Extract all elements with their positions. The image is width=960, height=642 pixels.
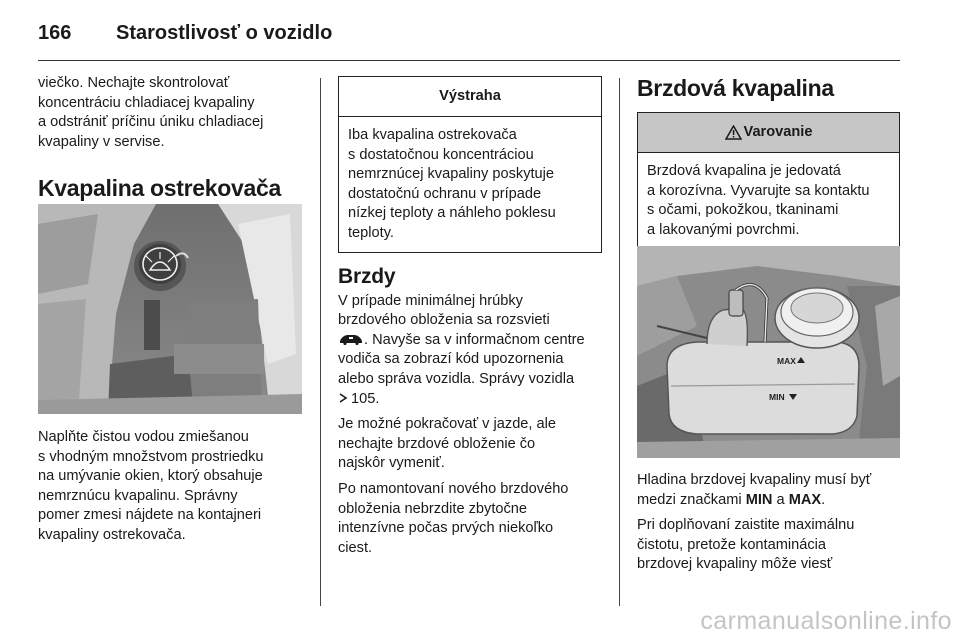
column-3 [637, 74, 900, 249]
text-line: . Navyše sa v informačnom centre [338, 331, 602, 351]
text-line: najskôr vymeniť. [338, 455, 445, 472]
text-line: Pri doplňovaní zaistite maximálnu [637, 517, 855, 534]
text-line: brzdového obloženia sa rozsvieti [338, 312, 550, 329]
page-number: 166 [38, 21, 72, 44]
brake-fluid-text [637, 471, 900, 575]
min-label: MIN [745, 491, 773, 508]
text-line: čistotu, pretože kontaminácia [637, 536, 827, 553]
text-line: a lakovanými povrchmi. [647, 221, 800, 238]
text-line: obloženia nebrzdite zbytočne [338, 500, 528, 517]
min-mark-label: MIN [769, 392, 785, 402]
text-line: teploty. [348, 224, 394, 241]
text-line: a korozívna. Vyvarujte sa kontaktu [647, 182, 870, 199]
danger-box [637, 112, 900, 249]
intro-text [38, 74, 304, 152]
section-title: Starostlivosť o vozidlo [116, 21, 333, 44]
brake-pad-warning-icon [338, 333, 364, 345]
warning-triangle-icon [725, 125, 742, 140]
text-line: Po namontovaní nového brzdového [338, 480, 569, 497]
text-line: nechajte brzdové obloženie čo [338, 435, 536, 452]
column-1 [38, 74, 304, 202]
text-line: Brzdová kvapalina je jedovatá [647, 163, 841, 179]
text-line: kvapaliny v servise. [38, 133, 165, 150]
text-line [338, 390, 602, 410]
text-line: Hladina brzdovej kvapaliny musí byť [637, 472, 872, 488]
text-line: alebo správa vozidla. Správy vozidla [338, 370, 575, 387]
text-line: V prípade minimálnej hrúbky [338, 292, 523, 309]
brakes-para-2 [338, 415, 602, 474]
heading-brakes: Brzdy [338, 264, 396, 288]
text-line: Naplňte čistou vodou zmiešanou [38, 429, 249, 445]
text-line: Je možné pokračovať v jazde, ale [338, 416, 557, 433]
heading-washer-fluid: Kvapalina ostrekovača [38, 175, 281, 202]
page-reference-link[interactable]: 105. [351, 390, 380, 407]
text-line: s vhodným množstvom prostriedku [38, 448, 264, 465]
text-line: medzi značkami MIN a MAX. [637, 491, 826, 508]
washer-reservoir-image [38, 204, 302, 414]
text-line: Iba kvapalina ostrekovača [348, 127, 517, 143]
brakes-para-3 [338, 480, 602, 558]
text-line: koncentráciu chladiacej kvapaliny [38, 94, 255, 111]
brake-fluid-illustration [637, 246, 900, 458]
brakes-para-1 [338, 292, 602, 410]
page-reference-icon [338, 392, 348, 404]
text-line: pomer zmesi nájdete na kontajneri [38, 507, 262, 524]
brake-reservoir-image [637, 246, 900, 458]
danger-box-body [638, 153, 899, 248]
warning-box-body [339, 117, 601, 252]
max-label: MAX [788, 491, 822, 508]
text-line: kvapaliny ostrekovača. [38, 526, 186, 543]
text-line: na umývanie okien, ktorý obsahuje [38, 468, 263, 485]
text-line: dostatočnú ochranu v prípade [348, 185, 542, 202]
text-line: nízkej teploty a náhleho poklesu [348, 205, 556, 222]
warning-box-title: Výstraha [339, 77, 601, 117]
column-divider-2 [619, 78, 620, 606]
heading-brake-fluid: Brzdová kvapalina [637, 75, 834, 101]
washer-fluid-illustration [38, 204, 302, 414]
text-line: a odstrániť príčinu úniku chladiacej [38, 114, 264, 131]
text-line: s očami, pokožkou, tkaninami [647, 202, 839, 219]
watermark: carmanualsonline.info [700, 607, 952, 635]
text-line: ciest. [338, 539, 373, 556]
washer-fluid-text [38, 428, 304, 546]
text-line: nemrznúcu kvapalinu. Správny [38, 487, 238, 504]
text-line: nemrznúcej kvapaliny poskytuje [348, 166, 555, 183]
text-line: vodiča sa zobrazí kód upozornenia [338, 351, 564, 368]
max-mark-label: MAX [777, 356, 796, 366]
text-line: brzdovej kvapaliny môže viesť [637, 556, 833, 573]
brake-fluid-para-2 [637, 516, 900, 575]
text-line: viečko. Nechajte skontrolovať [38, 75, 230, 91]
column-2 [338, 76, 602, 558]
warning-box [338, 76, 602, 253]
danger-box-title: Varovanie [638, 113, 899, 153]
text-line: s dostatočnou koncentráciou [348, 146, 534, 163]
header-rule [38, 60, 900, 61]
column-divider-1 [320, 78, 321, 606]
page-header [38, 18, 332, 48]
text-line: intenzívne počas prvých niekoľko [338, 520, 554, 537]
